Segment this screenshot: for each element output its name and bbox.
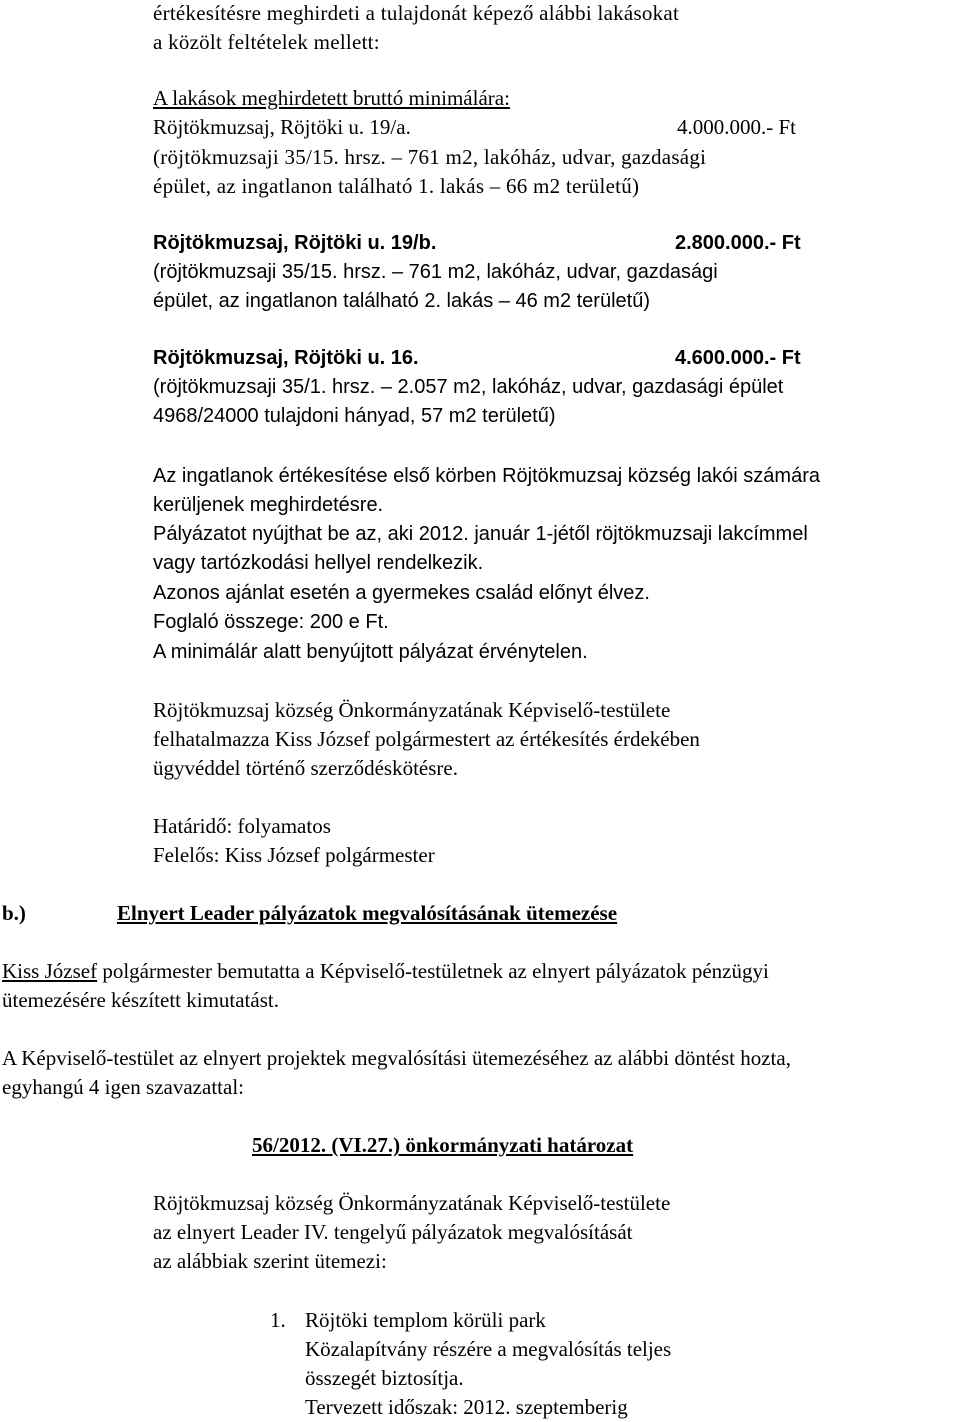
property-3-desc-2: 4968/24000 tulajdoni hányad, 57 m2 területű): [153, 405, 556, 427]
authorization-line-2: felhatalmazza Kiss József polgármestert az értékesítés érdekében: [153, 727, 700, 751]
property-1-desc-1: (röjtökmuzsaji 35/15. hrsz. – 761 m2, lakóház, udvar, gazdasági: [153, 145, 707, 169]
deadline: Határidő: folyamatos: [153, 814, 331, 838]
responsible: Felelős: Kiss József polgármester: [153, 843, 435, 867]
mayor-name: Kiss József: [2, 959, 98, 983]
property-1-price: 4.000.000.- Ft: [677, 115, 797, 139]
presentation-line-2: ütemezésére készített kimutatást.: [2, 988, 279, 1012]
authorization-line-3: ügyvéddel történő szerződéskötésre.: [153, 756, 458, 780]
authorization-line-1: Röjtökmuzsaj község Önkormányzatának Képviselő-testülete: [153, 698, 671, 722]
resolution-body-line-3: az alábbiak szerint ütemezi:: [153, 1249, 387, 1273]
decision-intro-line-2: egyhangú 4 igen szavazattal:: [2, 1075, 244, 1099]
condition-line-6: Foglaló összege: 200 e Ft.: [153, 611, 389, 633]
property-3-price: 4.600.000.- Ft: [675, 347, 801, 369]
property-3-desc-1: (röjtökmuzsaji 35/1. hrsz. – 2.057 m2, lakóház, udvar, gazdasági épület: [153, 376, 784, 398]
list-item-line-4: Tervezett időszak: 2012. szeptemberig: [305, 1395, 628, 1419]
list-item-title: Röjtöki templom körüli park: [305, 1308, 546, 1332]
section-b-label: b.): [2, 901, 26, 925]
property-1-address: Röjtökmuzsaj, Röjtöki u. 19/a.: [153, 115, 411, 139]
property-2-desc-2: épület, az ingatlanon található 2. lakás – 46 m2 területű): [153, 290, 650, 312]
condition-line-5: Azonos ajánlat esetén a gyermekes család előnyt élvez.: [153, 582, 650, 604]
property-2-price: 2.800.000.- Ft: [675, 232, 801, 254]
resolution-title: 56/2012. (VI.27.) önkormányzati határozat: [252, 1133, 634, 1157]
condition-line-7: A minimálár alatt benyújtott pályázat érvénytelen.: [153, 641, 588, 663]
decision-intro-line-1: A Képviselő-testület az elnyert projektek megvalósítási ütemezéséhez az alábbi döntést hozta,: [2, 1046, 791, 1070]
condition-line-4: vagy tartózkodási hellyel rendelkezik.: [153, 552, 484, 574]
section-b-title: Elnyert Leader pályázatok megvalósításának ütemezése: [117, 901, 618, 925]
condition-line-1: Az ingatlanok értékesítése első körben Röjtökmuzsaj község lakói számára: [153, 465, 820, 487]
condition-line-3: Pályázatot nyújthat be az, aki 2012. január 1-jétől röjtökmuzsaji lakcímmel: [153, 523, 808, 545]
resolution-body-line-1: Röjtökmuzsaj község Önkormányzatának Képviselő-testülete: [153, 1191, 671, 1215]
list-item-line-2: Közalapítvány részére a megvalósítás teljes: [305, 1337, 672, 1361]
presentation-line-1-rest: polgármester bemutatta a Képviselő-testületnek az elnyert pályázatok pénzügyi: [97, 959, 769, 983]
condition-line-2: kerüljenek meghirdetésre.: [153, 494, 384, 516]
resolution-body-line-2: az elnyert Leader IV. tengelyű pályázatok megvalósítását: [153, 1220, 633, 1244]
property-2-desc-1: (röjtökmuzsaji 35/15. hrsz. – 761 m2, lakóház, udvar, gazdasági: [153, 261, 718, 283]
property-1-desc-2: épület, az ingatlanon található 1. lakás – 66 m2 területű): [153, 174, 640, 198]
intro-line-1: értékesítésre meghirdeti a tulajdonát képező alábbi lakásokat: [153, 1, 680, 25]
list-item-line-3: összegét biztosítja.: [305, 1366, 464, 1390]
list-item-number: 1.: [270, 1308, 286, 1332]
property-2-address: Röjtökmuzsaj, Röjtöki u. 19/b.: [153, 232, 437, 254]
presentation-line-1: [2, 959, 769, 983]
min-price-heading: A lakások meghirdetett bruttó minimálára:: [153, 86, 510, 110]
property-3-address: Röjtökmuzsaj, Röjtöki u. 16.: [153, 347, 419, 369]
intro-line-2: a közölt feltételek mellett:: [153, 30, 380, 54]
